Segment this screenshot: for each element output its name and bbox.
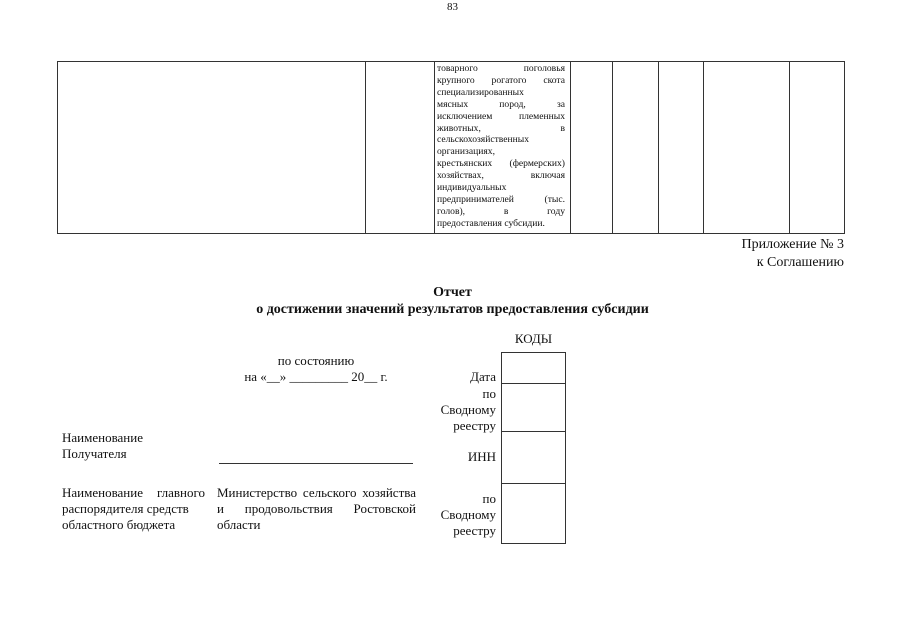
- table-column-divider: [612, 62, 613, 233]
- date-label: Дата: [470, 369, 496, 384]
- description-line: крупного рогатого скота: [437, 74, 565, 86]
- annex-reference: к Соглашению: [756, 255, 844, 270]
- table-column-divider: [570, 62, 571, 233]
- description-line: организациях,: [437, 146, 495, 158]
- codes-divider: [502, 383, 565, 384]
- registry-label-line: по: [482, 491, 496, 506]
- registry-label-line: реестру: [453, 523, 496, 538]
- codes-header: КОДЫ: [514, 331, 553, 346]
- page-number: 83: [447, 1, 458, 13]
- registry-label-line: по: [482, 386, 496, 401]
- manager-name-line: Министерство сельского хозяйства: [217, 485, 416, 500]
- description-line: сельскохозяйственных: [437, 134, 530, 146]
- inn-label: ИНН: [467, 449, 496, 464]
- description-line: товарного поголовья: [437, 63, 565, 74]
- description-line: предпринимателей (тыс.: [437, 193, 565, 205]
- table-column-divider: [658, 62, 659, 233]
- codes-divider: [502, 483, 565, 484]
- recipient-label-line: Наименование: [62, 430, 143, 445]
- registry-label: [420, 491, 496, 539]
- registry-label-line: Сводному: [440, 402, 496, 417]
- manager-name-line: и продовольствия Ростовской: [217, 501, 416, 516]
- table-column-divider: [365, 62, 366, 233]
- recipient-name-line: [219, 463, 413, 464]
- annex-number: Приложение № 3: [741, 237, 844, 252]
- description-line: исключением племенных: [437, 110, 565, 122]
- description-line: мясных пород, за: [437, 98, 565, 110]
- description-line: хозяйствах, включая: [437, 170, 565, 182]
- table-column-divider: [789, 62, 790, 233]
- report-title: Отчет: [433, 285, 472, 300]
- indicator-description: [437, 63, 565, 230]
- table-column-divider: [434, 62, 435, 233]
- manager-label-line: распорядителя средств: [62, 501, 189, 516]
- description-line: животных, в: [437, 122, 565, 134]
- registry-label: [420, 386, 496, 434]
- manager-label: [62, 485, 205, 533]
- table-column-divider: [703, 62, 704, 233]
- description-line: специализированных: [437, 86, 524, 98]
- registry-label-line: реестру: [453, 418, 496, 433]
- recipient-label-line: Получателя: [62, 446, 127, 461]
- report-subtitle: о достижении значений результатов предоставления субсидии: [256, 302, 649, 317]
- manager-name: [217, 485, 416, 533]
- description-line: голов), в году: [437, 205, 565, 217]
- manager-label-line: областного бюджета: [62, 517, 176, 532]
- codes-divider: [502, 431, 565, 432]
- continued-table: [57, 61, 845, 234]
- registry-label-line: Сводному: [440, 507, 496, 522]
- as-of-date: на «__» _________ 20__ г.: [244, 369, 388, 384]
- description-line: предоставления субсидии.: [437, 217, 545, 229]
- description-line: индивидуальных: [437, 182, 507, 194]
- codes-box: [501, 352, 566, 544]
- description-line: крестьянских (фермерских): [437, 158, 565, 170]
- as-of-label: по состоянию: [277, 353, 355, 368]
- manager-name-line: области: [217, 517, 261, 532]
- recipient-label: [62, 430, 143, 462]
- annex-caption: [742, 236, 845, 272]
- manager-label-line: Наименование главного: [62, 485, 205, 500]
